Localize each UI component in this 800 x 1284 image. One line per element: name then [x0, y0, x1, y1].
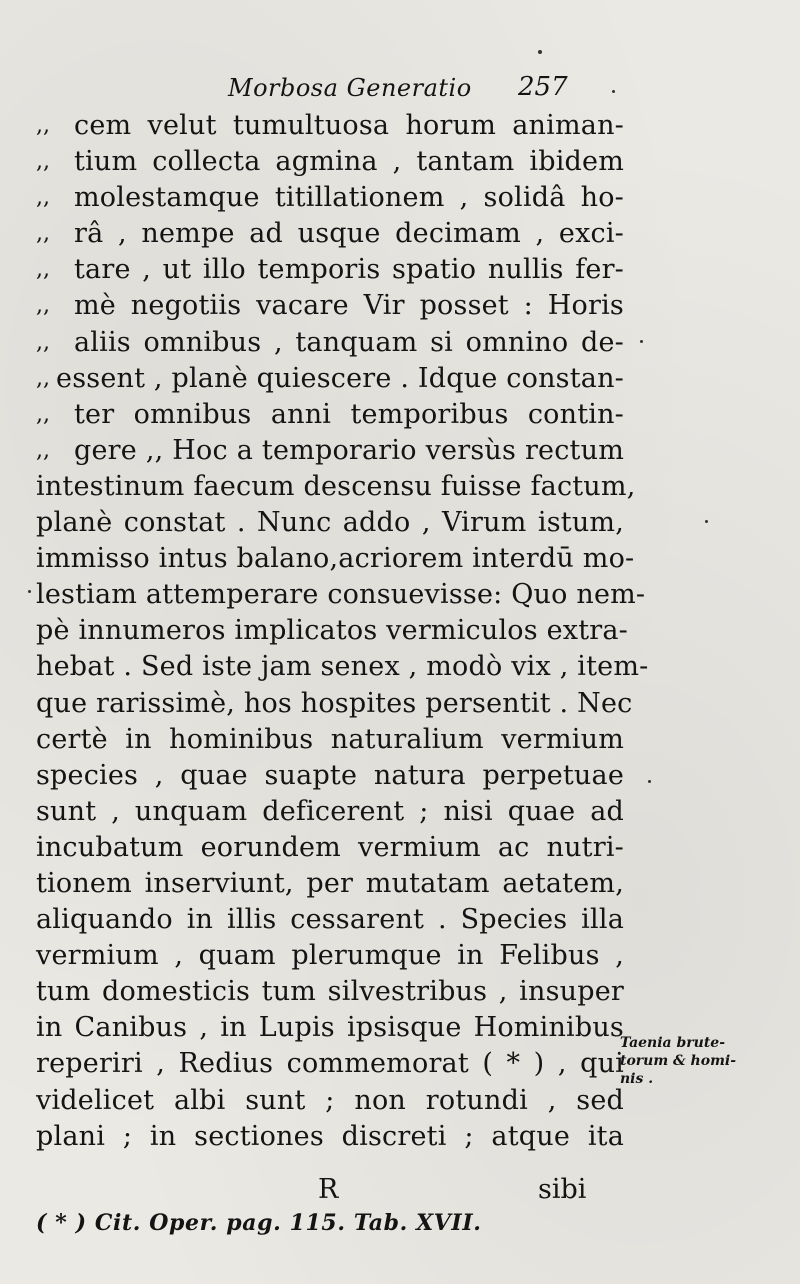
- text-line: tum domesticis tum silvestribus , insuper: [36, 976, 624, 1008]
- text-line: [36, 325, 624, 361]
- page-header: [0, 72, 800, 112]
- text-line: [36, 397, 624, 433]
- text-line: tionem inserviunt, per mutatam aetatem,: [36, 867, 624, 899]
- line-text: gere ,, Hoc a temporario versùs rectum: [74, 434, 624, 466]
- signature-mark: R: [318, 1174, 339, 1205]
- ink-speck: [705, 520, 708, 523]
- text-line: species , quae suapte natura perpetuae: [36, 759, 624, 791]
- page-number: 257: [518, 72, 568, 102]
- body-text: [36, 108, 649, 1155]
- text-line: [36, 252, 624, 288]
- ink-speck: [538, 50, 542, 54]
- margin-note-line: torum & homi-: [620, 1053, 737, 1069]
- quotation-mark: ,,: [36, 401, 50, 427]
- text-line: [36, 433, 624, 469]
- quotation-mark: ,,: [36, 185, 50, 211]
- quotation-mark: ,,: [36, 257, 50, 283]
- line-text: tium collecta agmina , tantam ibidem: [74, 146, 624, 178]
- line-text: tare , ut illo temporis spatio nullis fer-: [74, 254, 624, 286]
- text-line: [36, 144, 624, 180]
- text-line: in Canibus , in Lupis ipsisque Hominibus: [36, 1012, 624, 1044]
- quotation-mark: ,,: [36, 221, 50, 247]
- text-line: incubatum eorundem vermium ac nutri-: [36, 831, 624, 863]
- text-line: [36, 108, 624, 144]
- catch-line: [0, 1174, 800, 1214]
- quotation-mark: ,,: [36, 365, 50, 391]
- line-text: cem velut tumultuosa horum animan-: [74, 110, 624, 141]
- text-line: immisso intus balano,acriorem interdū mo-: [36, 543, 635, 575]
- text-line: aliquando in illis cessarent . Species illa: [36, 904, 624, 936]
- running-title: Morbosa Generatio: [228, 74, 472, 102]
- text-line: [36, 180, 624, 216]
- line-text: râ , nempe ad usque decimam , exci-: [74, 218, 624, 250]
- line-text: molestamque titillationem , solidâ ho-: [74, 182, 624, 214]
- text-line: videlicet albi sunt ; non rotundi , sed: [36, 1084, 624, 1116]
- text-line: certè in hominibus naturalium vermium: [36, 723, 624, 755]
- text-line: reperiri , Redius commemorat ( * ) , qui: [36, 1048, 624, 1080]
- margin-note-line: Taenia brute-: [620, 1035, 726, 1051]
- text-line: [36, 216, 624, 252]
- line-text: aliis omnibus , tanquam si omnino de-: [74, 326, 624, 358]
- quotation-mark: ,,: [36, 113, 50, 138]
- text-line: hebat . Sed iste jam senex , modò vix , item-: [36, 651, 649, 683]
- quotation-mark: ,,: [36, 437, 50, 463]
- text-line: pè innumeros implicatos vermiculos extra-: [36, 615, 628, 647]
- ink-speck: [648, 780, 651, 783]
- quotation-mark: ,,: [36, 329, 50, 355]
- text-line: [36, 361, 624, 397]
- footnote: ( * ) Cit. Oper. pag. 115. Tab. XVII.: [36, 1210, 482, 1236]
- line-text: mè negotiis vacare Vir posset : Horis: [74, 290, 624, 322]
- text-line: que rarissimè, hos hospites persentit . Nec: [36, 687, 633, 719]
- margin-note: [620, 1034, 780, 1088]
- quotation-mark: ,,: [36, 293, 50, 319]
- line-text: ter omnibus anni temporibus contin-: [74, 398, 624, 430]
- catchword: sibi: [538, 1174, 587, 1205]
- quotation-mark: ,,: [36, 149, 50, 175]
- margin-note-line: nis .: [620, 1071, 654, 1087]
- ink-speck: [28, 590, 31, 593]
- ink-speck: [640, 340, 643, 343]
- ink-speck: [612, 90, 615, 93]
- text-line: sunt , unquam deficerent ; nisi quae ad: [36, 795, 624, 827]
- text-line: plani ; in sectiones discreti ; atque ita: [36, 1120, 624, 1152]
- line-text: essent , planè quiescere . Idque constan-: [56, 362, 624, 394]
- text-line: vermium , quam plerumque in Felibus ,: [36, 940, 624, 972]
- text-line: planè constat . Nunc addo , Virum istum,: [36, 507, 624, 539]
- text-line: intestinum faecum descensu fuisse factum,: [36, 470, 636, 502]
- text-line: [36, 288, 624, 324]
- text-line: lestiam attemperare consuevisse: Quo nem-: [36, 579, 646, 611]
